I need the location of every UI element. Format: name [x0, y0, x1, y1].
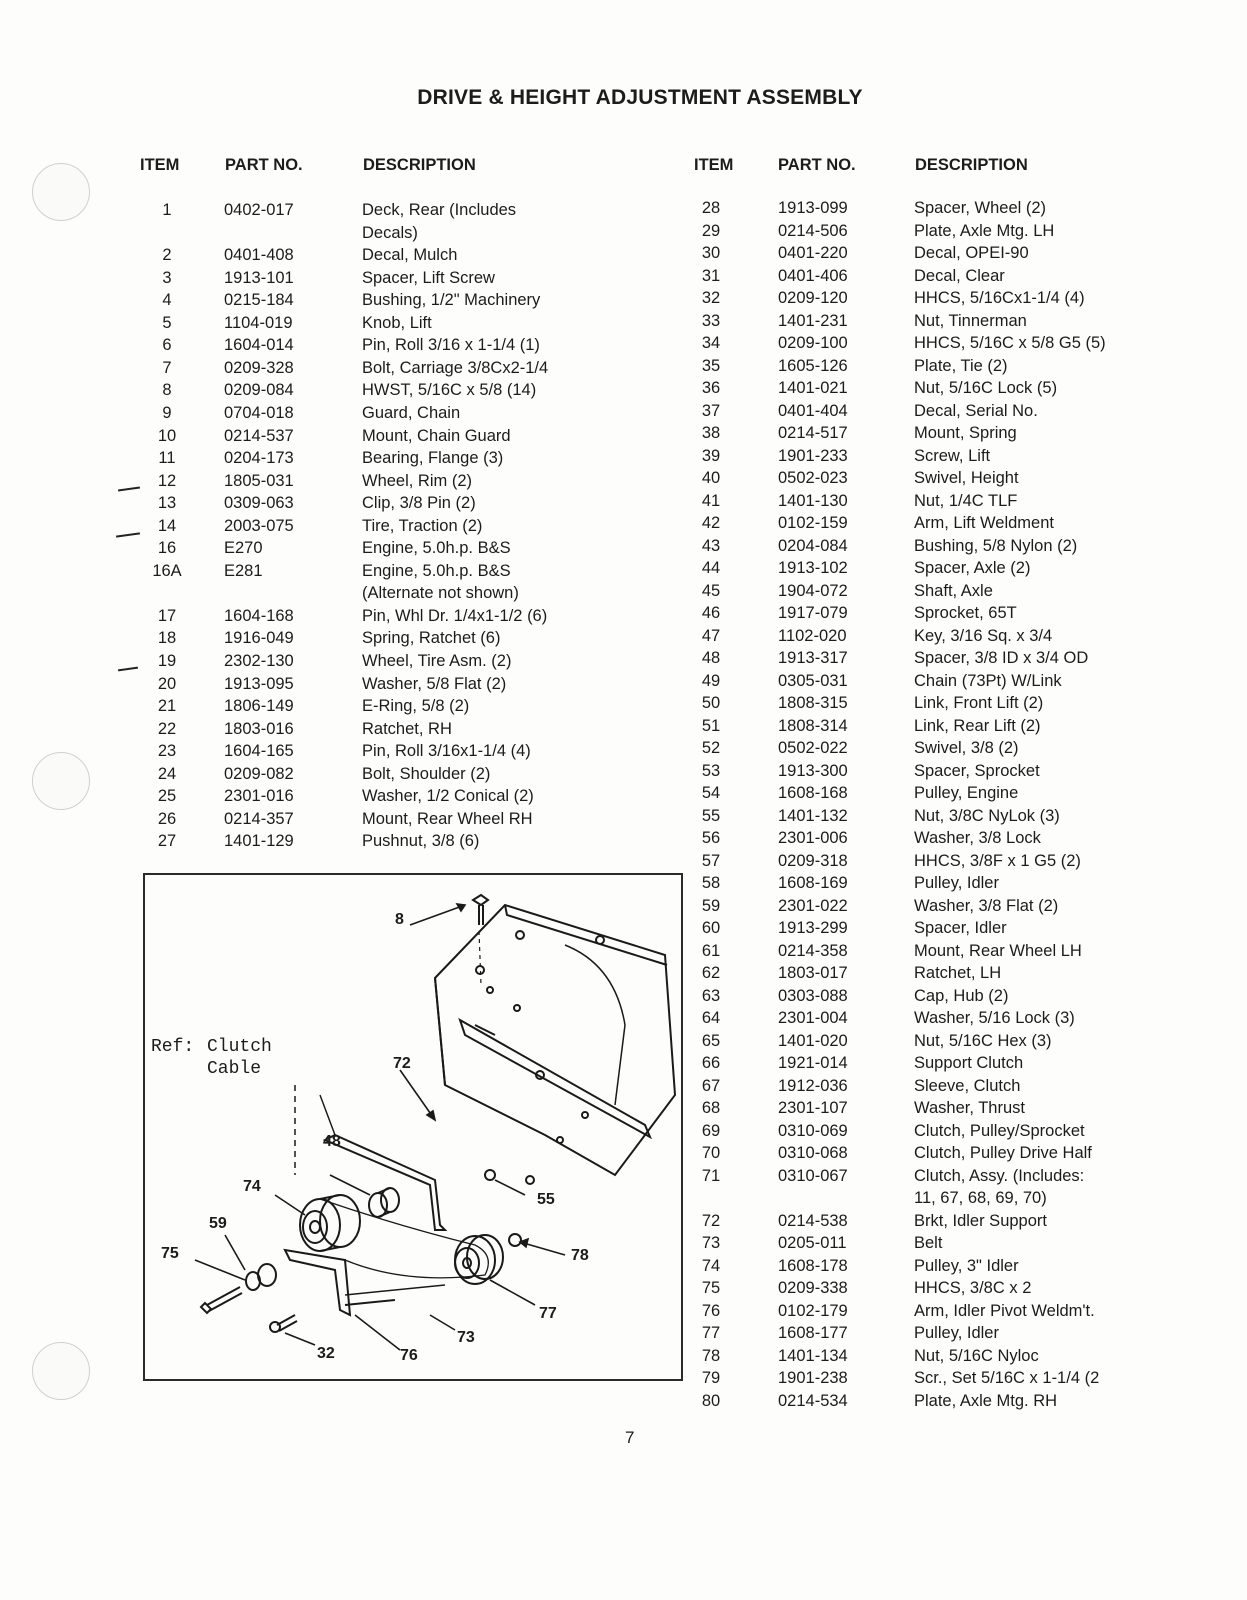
part-number: E281: [224, 561, 263, 580]
part-description: Swivel, 3/8 (2): [914, 739, 1019, 757]
part-description: (Alternate not shown): [362, 584, 519, 603]
part-description: Clip, 3/8 Pin (2): [362, 494, 476, 513]
part-description: Clutch, Pulley Drive Half: [914, 1144, 1092, 1162]
part-description: Plate, Tie (2): [914, 356, 1008, 375]
parts-row: [0, 627, 1247, 649]
part-description: Brkt, Idler Support: [914, 1211, 1047, 1230]
callout-75: 75: [161, 1245, 179, 1262]
part-number: 1904-072: [778, 581, 848, 600]
callout-72: 72: [393, 1055, 411, 1072]
part-number: 0502-022: [778, 739, 848, 757]
item-number: 22: [157, 719, 177, 738]
part-number: 0214-534: [778, 1391, 848, 1410]
exploded-diagram: [143, 873, 683, 1381]
part-description: Washer, 5/8 Flat (2): [362, 674, 507, 693]
part-number: 0214-537: [224, 426, 294, 445]
item-number: 42: [701, 514, 721, 532]
part-number: 1401-021: [778, 379, 848, 397]
item-number: 24: [157, 764, 177, 783]
item-number: 66: [701, 1054, 721, 1072]
item-number: 46: [701, 604, 721, 622]
item-number: 34: [701, 334, 721, 352]
part-description: Nut, 5/16C Nyloc: [914, 1346, 1039, 1365]
part-number: 0401-404: [778, 401, 848, 420]
item-number: 67: [701, 1076, 721, 1095]
part-number: 0401-408: [224, 246, 294, 265]
item-number: 11: [158, 449, 176, 468]
item-number: 30: [701, 244, 721, 262]
part-number: 2003-075: [224, 516, 294, 535]
part-number: 0209-338: [778, 1279, 848, 1297]
part-number: 1604-165: [224, 742, 294, 761]
parts-row: [0, 739, 1247, 761]
part-number: 1401-129: [224, 832, 294, 851]
part-description: Bolt, Shoulder (2): [362, 764, 491, 783]
parts-row: [0, 514, 1247, 536]
callout-48: 48: [323, 1133, 341, 1150]
part-number: 0204-084: [778, 536, 848, 555]
item-number: 74: [701, 1256, 721, 1275]
part-number: 0214-517: [778, 424, 848, 442]
part-number: 1913-300: [778, 761, 848, 780]
part-number: 0401-406: [778, 266, 848, 285]
part-number: 0215-184: [224, 291, 294, 310]
part-description: Decal, Mulch: [362, 246, 458, 265]
part-number: 1803-017: [778, 964, 848, 982]
part-number: 1608-168: [778, 784, 848, 802]
part-description: Nut, Tinnerman: [914, 311, 1027, 330]
part-number: 0102-179: [778, 1301, 848, 1320]
part-description: Ratchet, LH: [914, 964, 1002, 982]
item-number: 50: [701, 694, 721, 712]
item-number: 36: [701, 379, 721, 397]
header-description: DESCRIPTION: [363, 156, 476, 174]
part-description: Guard, Chain: [362, 403, 461, 422]
part-number: 1605-126: [778, 356, 848, 375]
item-number: 35: [701, 356, 721, 375]
part-number: 0209-328: [224, 358, 294, 377]
part-description: E-Ring, 5/8 (2): [362, 697, 470, 716]
item-number: 73: [701, 1234, 721, 1252]
part-number: 1401-130: [778, 491, 848, 510]
item-number: 39: [701, 446, 721, 465]
part-description: Link, Front Lift (2): [914, 694, 1044, 712]
part-number: 0209-084: [224, 381, 294, 400]
header-item: ITEM: [140, 156, 180, 174]
parts-row: [0, 604, 1247, 626]
part-number: 1805-031: [224, 471, 294, 490]
part-description: Nut, 5/16C Lock (5): [914, 379, 1058, 397]
part-description: Decals): [362, 223, 418, 242]
item-number: 8: [162, 381, 172, 400]
part-number: 1604-014: [224, 336, 294, 355]
part-description: Ratchet, RH: [362, 719, 452, 738]
part-number: 0303-088: [778, 986, 848, 1005]
parts-row: [0, 649, 1247, 671]
part-description: Screw, Lift: [914, 446, 991, 465]
part-description: Link, Rear Lift (2): [914, 716, 1041, 735]
part-description: Scr., Set 5/16C x 1-1/4 (2: [914, 1369, 1100, 1387]
part-description: Plate, Axle Mtg. RH: [914, 1391, 1058, 1410]
part-description: Chain (73Pt) W/Link: [914, 671, 1062, 690]
item-number: 55: [701, 806, 721, 825]
part-number: 1401-134: [778, 1346, 848, 1365]
item-number: 65: [701, 1031, 721, 1050]
part-number: 0209-318: [778, 851, 848, 870]
part-description: Clutch, Assy. (Includes:: [914, 1166, 1085, 1185]
item-number: 27: [157, 832, 177, 851]
part-description: Spacer, 3/8 ID x 3/4 OD: [914, 649, 1089, 667]
callout-76: 76: [400, 1347, 418, 1364]
callout-78: 78: [571, 1247, 589, 1264]
parts-row: [0, 829, 1247, 851]
parts-row: [0, 334, 1247, 356]
item-number: 20: [157, 674, 177, 693]
part-description: Spring, Ratchet (6): [362, 629, 501, 648]
part-description: Spacer, Sprocket: [914, 761, 1040, 780]
part-description: Washer, 5/16 Lock (3): [914, 1009, 1075, 1027]
part-number: 1913-099: [778, 199, 848, 217]
header-item: ITEM: [694, 156, 734, 174]
item-number: 63: [701, 986, 721, 1005]
item-number: 19: [157, 652, 177, 670]
part-number: 1803-016: [224, 719, 294, 738]
callout-77: 77: [539, 1305, 557, 1322]
part-description: Nut, 3/8C NyLok (3): [914, 806, 1060, 825]
part-description: Pulley, 3" Idler: [914, 1256, 1019, 1275]
part-number: 1913-095: [224, 674, 294, 693]
ref-clutch: Clutch: [207, 1037, 272, 1057]
part-description: Tire, Traction (2): [362, 516, 483, 535]
item-number: 21: [157, 697, 177, 716]
part-description: Pushnut, 3/8 (6): [362, 832, 480, 851]
part-number: 0102-159: [778, 514, 848, 532]
part-description: Mount, Rear Wheel LH: [914, 941, 1082, 960]
part-description: Spacer, Wheel (2): [914, 199, 1047, 217]
part-number: 1917-079: [778, 604, 848, 622]
part-number: 0214-538: [778, 1211, 848, 1230]
part-number: 1608-178: [778, 1256, 848, 1275]
part-description: Mount, Rear Wheel RH: [362, 809, 533, 828]
part-number: 0204-173: [224, 449, 294, 468]
item-number: 64: [701, 1009, 721, 1027]
part-description: Deck, Rear (Includes: [362, 201, 517, 219]
parts-row: [0, 852, 1247, 874]
part-number: 0214-506: [778, 221, 848, 240]
part-description: Pulley, Idler: [914, 874, 999, 892]
parts-row: [0, 784, 1247, 806]
header-description: DESCRIPTION: [915, 156, 1028, 174]
parts-row: [0, 492, 1247, 514]
part-number: 1901-233: [778, 446, 848, 465]
part-description: Decal, Clear: [914, 266, 1005, 285]
item-number: 18: [157, 629, 177, 648]
item-number: 12: [157, 471, 177, 490]
part-description: Pin, Roll 3/16 x 1-1/4 (1): [362, 336, 540, 355]
part-number: 1921-014: [778, 1054, 848, 1072]
callout-73: 73: [457, 1329, 475, 1346]
item-number: 13: [157, 494, 177, 513]
part-number: 1912-036: [778, 1076, 848, 1095]
part-description: Decal, Serial No.: [914, 401, 1038, 420]
item-number: 71: [701, 1166, 721, 1185]
part-description: Washer, Thrust: [914, 1099, 1025, 1117]
ref-cable: Cable: [207, 1059, 262, 1079]
item-number: 37: [701, 401, 721, 420]
part-description: Spacer, Axle (2): [914, 559, 1031, 577]
parts-row: [0, 717, 1247, 739]
part-number: 0310-067: [778, 1166, 848, 1185]
part-number: 1808-314: [778, 716, 848, 735]
part-number: 0214-358: [778, 941, 848, 960]
part-number: 1913-102: [778, 559, 848, 577]
item-number: 61: [701, 941, 721, 960]
part-description: Knob, Lift: [362, 313, 432, 332]
part-description: Pulley, Idler: [914, 1324, 999, 1342]
part-number: 1401-231: [778, 311, 848, 330]
item-number: 79: [701, 1369, 721, 1387]
part-description: Nut, 1/4C TLF: [914, 491, 1018, 510]
parts-row: [0, 807, 1247, 829]
item-number: 54: [701, 784, 721, 802]
item-number: 16A: [152, 561, 182, 580]
item-number: 4: [162, 291, 172, 310]
item-number: 10: [157, 426, 177, 445]
ref-label: Ref:: [151, 1037, 195, 1057]
part-number: 1608-177: [778, 1324, 848, 1342]
item-number: 57: [701, 851, 721, 870]
part-number: 2301-006: [778, 829, 848, 847]
part-number: 1102-020: [778, 626, 847, 645]
item-number: 5: [162, 313, 172, 332]
parts-row: [0, 402, 1247, 424]
part-number: 2301-107: [778, 1099, 848, 1117]
part-number: 0209-100: [778, 334, 848, 352]
part-description: HHCS, 5/16Cx1-1/4 (4): [914, 289, 1085, 307]
item-number: 75: [701, 1279, 721, 1297]
item-number: 69: [701, 1121, 721, 1140]
part-description: Sprocket, 65T: [914, 604, 1017, 622]
part-description: Arm, Idler Pivot Weldm't.: [914, 1301, 1095, 1320]
part-description: HWST, 5/16C x 5/8 (14): [362, 381, 537, 400]
part-number: 0209-082: [224, 764, 294, 783]
item-number: 43: [701, 536, 721, 555]
item-number: 23: [157, 742, 177, 761]
part-description: Shaft, Axle: [914, 581, 993, 600]
diagram-drawing: [145, 875, 681, 1379]
part-number: 1401-020: [778, 1031, 848, 1050]
parts-row: [0, 289, 1247, 311]
callout-8: 8: [395, 911, 404, 928]
part-description: Arm, Lift Weldment: [914, 514, 1054, 532]
item-number: 45: [701, 581, 721, 600]
part-number: 1913-317: [778, 649, 848, 667]
part-number: 0209-120: [778, 289, 848, 307]
header-part: PART NO.: [225, 156, 303, 174]
part-number: 1913-101: [224, 268, 294, 287]
callout-32: 32: [317, 1345, 335, 1362]
part-description: Cap, Hub (2): [914, 986, 1009, 1005]
parts-row: [0, 762, 1247, 784]
item-number: 59: [701, 896, 721, 915]
parts-row: [0, 357, 1247, 379]
part-description: Spacer, Lift Screw: [362, 268, 495, 287]
item-number: 17: [157, 606, 177, 625]
item-number: 9: [162, 403, 172, 422]
item-number: 16: [157, 539, 177, 558]
part-description: Bushing, 5/8 Nylon (2): [914, 536, 1078, 555]
item-number: 25: [157, 787, 177, 806]
item-number: 3: [162, 268, 172, 287]
part-description: 11, 67, 68, 69, 70): [914, 1189, 1047, 1207]
part-description: HHCS, 3/8F x 1 G5 (2): [914, 851, 1081, 870]
part-description: Nut, 5/16C Hex (3): [914, 1031, 1052, 1050]
part-description: Washer, 3/8 Lock: [914, 829, 1041, 847]
part-number: 1913-299: [778, 919, 848, 937]
item-number: 29: [701, 221, 721, 240]
part-description: Belt: [914, 1234, 943, 1252]
parts-row: [0, 199, 1247, 221]
part-description: Key, 3/16 Sq. x 3/4: [914, 626, 1053, 645]
parts-row: [0, 1392, 1247, 1414]
item-number: 62: [701, 964, 721, 982]
part-number: 1401-132: [778, 806, 848, 825]
item-number: 80: [701, 1391, 721, 1410]
item-number: 68: [701, 1099, 721, 1117]
item-number: 26: [157, 809, 177, 828]
part-number: 2301-016: [224, 787, 294, 806]
item-number: 60: [701, 919, 721, 937]
item-number: 28: [701, 199, 721, 217]
part-description: Washer, 3/8 Flat (2): [914, 896, 1059, 915]
item-number: 38: [701, 424, 721, 442]
item-number: 51: [701, 716, 721, 735]
part-description: Pin, Roll 3/16x1-1/4 (4): [362, 742, 531, 761]
part-number: 1104-019: [224, 313, 293, 332]
part-number: 1806-149: [224, 697, 294, 716]
callout-74: 74: [243, 1178, 261, 1195]
item-number: 14: [157, 516, 177, 535]
part-description: Wheel, Rim (2): [362, 471, 473, 490]
callout-59: 59: [209, 1215, 227, 1232]
part-number: 0402-017: [224, 201, 294, 219]
part-number: 0310-068: [778, 1144, 848, 1162]
part-number: 2301-004: [778, 1009, 848, 1027]
item-number: 47: [701, 626, 721, 645]
part-description: Pin, Whl Dr. 1/4x1-1/2 (6): [362, 606, 548, 625]
parts-row: [0, 694, 1247, 716]
item-number: 33: [701, 311, 721, 330]
item-number: 53: [701, 761, 721, 780]
part-description: Spacer, Idler: [914, 919, 1007, 937]
item-number: 56: [701, 829, 721, 847]
part-description: Support Clutch: [914, 1054, 1024, 1072]
part-number: 0309-063: [224, 494, 294, 513]
item-number: 6: [162, 336, 172, 355]
item-number: 41: [701, 491, 721, 510]
page-number: 7: [625, 1428, 635, 1447]
part-description: Mount, Spring: [914, 424, 1017, 442]
part-number: 0401-220: [778, 244, 848, 262]
part-number: 0310-069: [778, 1121, 848, 1140]
part-description: Sleeve, Clutch: [914, 1076, 1021, 1095]
part-number: 1608-169: [778, 874, 848, 892]
page-title: DRIVE & HEIGHT ADJUSTMENT ASSEMBLY: [417, 86, 863, 109]
item-number: 2: [162, 246, 172, 265]
part-description: Engine, 5.0h.p. B&S: [362, 539, 511, 558]
parts-row: [0, 537, 1247, 559]
part-description: Decal, OPEI-90: [914, 244, 1029, 262]
part-number: 1916-049: [224, 629, 294, 648]
part-number: 0502-023: [778, 469, 848, 487]
item-number: 78: [701, 1346, 721, 1365]
item-number: 48: [701, 649, 721, 667]
part-description: Washer, 1/2 Conical (2): [362, 787, 534, 806]
item-number: 40: [701, 469, 721, 487]
part-number: 0704-018: [224, 403, 294, 422]
part-number: 0205-011: [778, 1234, 847, 1252]
part-description: Swivel, Height: [914, 469, 1019, 487]
parts-row: [0, 267, 1247, 289]
callout-55: 55: [537, 1191, 555, 1208]
parts-row: [0, 672, 1247, 694]
item-number: 44: [701, 559, 721, 577]
part-number: 1808-315: [778, 694, 848, 712]
item-number: 72: [701, 1211, 721, 1230]
item-number: 49: [701, 671, 721, 690]
parts-row: [0, 312, 1247, 334]
part-description: Engine, 5.0h.p. B&S: [362, 561, 511, 580]
parts-row: [0, 469, 1247, 491]
parts-row: [0, 379, 1247, 401]
item-number: 7: [162, 358, 172, 377]
parts-row: [0, 424, 1247, 446]
part-description: Bushing, 1/2" Machinery: [362, 291, 541, 310]
part-number: 1604-168: [224, 606, 294, 625]
parts-row: [0, 244, 1247, 266]
part-description: Pulley, Engine: [914, 784, 1019, 802]
part-description: HHCS, 5/16C x 5/8 G5 (5): [914, 334, 1106, 352]
part-description: Wheel, Tire Asm. (2): [362, 652, 512, 670]
item-number: 58: [701, 874, 721, 892]
header-part: PART NO.: [778, 156, 856, 174]
part-description: HHCS, 3/8C x 2: [914, 1279, 1032, 1297]
part-description: Bolt, Carriage 3/8Cx2-1/4: [362, 358, 549, 377]
parts-row: [0, 447, 1247, 469]
item-number: 31: [701, 266, 721, 285]
part-number: 2302-130: [224, 652, 294, 670]
item-number: 1: [162, 201, 172, 219]
item-number: 70: [701, 1144, 721, 1162]
part-number: 2301-022: [778, 896, 848, 915]
item-number: 52: [701, 739, 721, 757]
parts-row: [0, 222, 1247, 244]
part-number: 1901-238: [778, 1369, 848, 1387]
part-description: Mount, Chain Guard: [362, 426, 511, 445]
parts-row: [0, 559, 1247, 581]
part-description: Clutch, Pulley/Sprocket: [914, 1121, 1085, 1140]
part-number: E270: [224, 539, 263, 558]
item-number: 77: [701, 1324, 721, 1342]
item-number: 76: [701, 1301, 721, 1320]
part-number: 0214-357: [224, 809, 294, 828]
parts-row: [0, 582, 1247, 604]
item-number: 32: [701, 289, 721, 307]
part-description: Bearing, Flange (3): [362, 449, 504, 468]
part-number: 0305-031: [778, 671, 848, 690]
part-description: Plate, Axle Mtg. LH: [914, 221, 1055, 240]
